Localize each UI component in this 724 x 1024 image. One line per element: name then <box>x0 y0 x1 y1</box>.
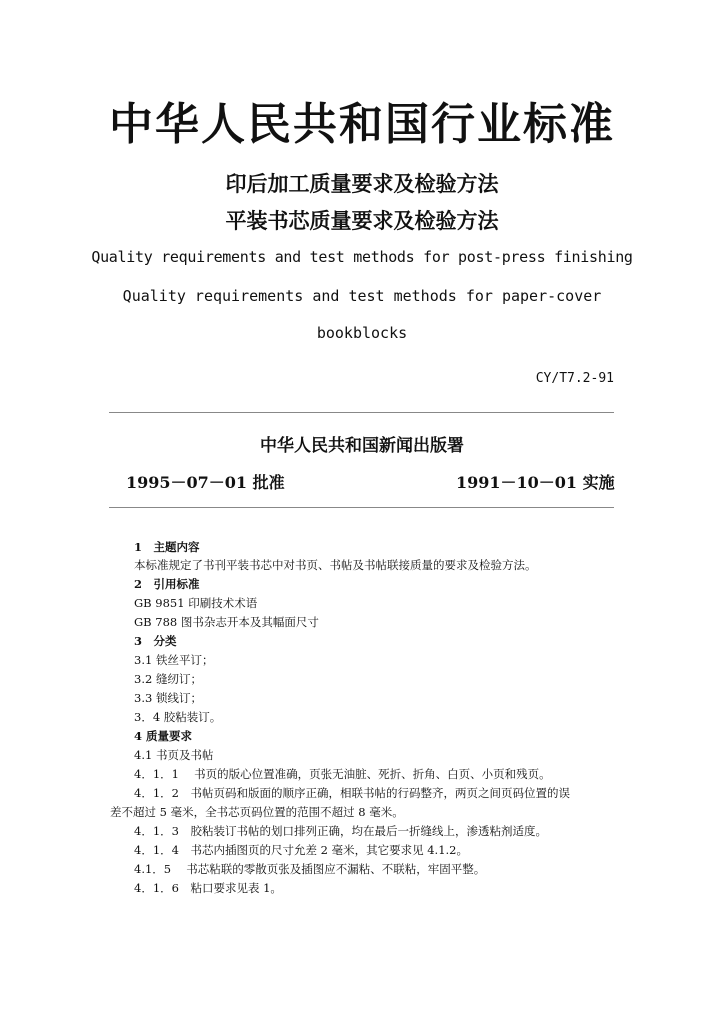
section-4-1-2-line-1: 4．1．2 书帖页码和版面的顺序正确，相联书帖的行码整齐，两页之间页码位置的误 <box>134 786 570 800</box>
publisher: 中华人民共和国新闻出版署 <box>260 436 464 456</box>
section-4-heading: 4 质量要求 <box>134 729 193 743</box>
section-3-item-4: 3．4 胶粘装订。 <box>134 710 222 724</box>
approval-date: 1995－07－01 批准 <box>126 473 285 492</box>
english-title-line-3: bookblocks <box>316 324 408 342</box>
section-1-heading: 1 主题内容 <box>134 540 200 554</box>
section-4-1-3: 4．1．3 胶粘装订书帖的划口排列正确，均在最后一折缝线上，渗透粘剂适度。 <box>134 824 547 838</box>
main-title: 中华人民共和国行业标准 <box>109 99 615 150</box>
divider-bottom <box>109 507 614 508</box>
effective-date: 1991－10－01 实施 <box>456 473 615 492</box>
section-3-item-1: 3.1 铁丝平订； <box>134 653 214 667</box>
section-4-1-6: 4．1．6 粘口要求见表 1。 <box>134 881 282 895</box>
section-1-text: 本标准规定了书刊平装书芯中对书页、书帖及书帖联接质量的要求及检验方法。 <box>134 558 537 572</box>
section-4-1-5: 4.1．5 书芯粘联的零散页张及插图应不漏粘、不联粘，牢固平整。 <box>134 862 486 876</box>
english-title-line-2: Quality requirements and test methods for paper-cover <box>122 287 602 305</box>
subtitle-finishing: 印后加工质量要求及检验方法 <box>225 171 499 196</box>
standard-code: CY/T7.2-91 <box>535 371 614 386</box>
english-title-line-1: Quality requirements and test methods for post-press finishing <box>91 248 633 266</box>
section-2-heading: 2 引用标准 <box>134 577 200 591</box>
section-3-heading: 3 分类 <box>134 634 177 648</box>
section-3-item-3: 3.3 锁线订； <box>134 691 202 705</box>
section-3-item-2: 3.2 缝纫订； <box>134 672 202 686</box>
section-4-1: 4.1 书页及书帖 <box>134 748 214 762</box>
section-4-1-1: 4．1．1 书页的版心位置准确，页张无油脏、死折、折角、白页、小页和残页。 <box>134 767 551 781</box>
section-4-1-2-line-2: 差不超过 5 毫米，全书芯页码位置的范围不超过 8 毫米。 <box>110 805 404 819</box>
section-2-reference-2: GB 788 图书杂志开本及其幅面尺寸 <box>134 615 319 629</box>
subtitle-paper-cover: 平装书芯质量要求及检验方法 <box>225 208 499 233</box>
divider-top <box>109 412 614 413</box>
section-2-reference-1: GB 9851 印刷技术术语 <box>134 596 258 610</box>
section-4-1-4: 4．1．4 书芯内插图页的尺寸允差 2 毫米，其它要求见 4.1.2。 <box>134 843 468 857</box>
